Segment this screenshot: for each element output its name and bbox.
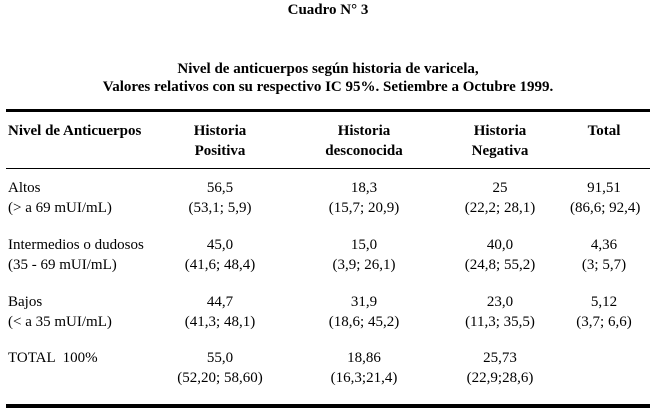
row-label-range: (< a 35 mUI/mL) [8, 314, 112, 330]
header-text: Historia [473, 123, 527, 139]
ci: (41,6; 48,4) [184, 257, 256, 273]
cell-total [570, 235, 638, 275]
value: 91,51 [587, 180, 621, 196]
title-line-2: Valores relativos con su respectivo IC 95%. Setiembre a Octubre 1999. [102, 79, 554, 95]
cell-negativa [450, 292, 550, 332]
cell-total [570, 292, 638, 332]
header-rule [6, 168, 650, 169]
cell-desconocida [304, 292, 424, 332]
value: 15,0 [350, 237, 378, 253]
header-text: Negativa [471, 143, 529, 159]
header-text: desconocida [325, 143, 403, 159]
ci: (11,3; 35,5) [465, 314, 535, 330]
value: 56,5 [206, 180, 234, 196]
header-text: Historia [337, 123, 391, 139]
row-label-main: Intermedios o dudosos [8, 237, 144, 253]
cell-positiva [170, 178, 270, 218]
value: 18,86 [347, 350, 381, 366]
value: 45,0 [206, 237, 234, 253]
header-text: Positiva [194, 143, 246, 159]
header-historia-positiva [170, 121, 270, 161]
table-title [0, 60, 656, 96]
cell-total [570, 178, 641, 218]
row-label-main: Altos [8, 180, 41, 196]
cell-desconocida [304, 178, 424, 218]
ci: (3,7; 6,6) [576, 314, 632, 330]
ci: (22,2; 28,1) [464, 200, 536, 216]
value: 55,0 [206, 350, 234, 366]
ci: (86,6; 92,4) [570, 200, 641, 216]
value: 18,3 [350, 180, 378, 196]
ci: (3,9; 26,1) [332, 257, 396, 273]
cell-negativa [450, 348, 550, 388]
value: 40,0 [486, 237, 514, 253]
header-text: Historia [193, 123, 247, 139]
row-label-main: TOTAL 100% [8, 350, 98, 366]
row-label-range: (> a 69 mUI/mL) [8, 200, 112, 216]
cell-negativa [450, 178, 550, 218]
value: 23,0 [486, 294, 514, 310]
top-rule [6, 109, 650, 112]
ci: (53,1; 5,9) [188, 200, 252, 216]
value: 25,73 [483, 350, 517, 366]
value: 31,9 [350, 294, 378, 310]
value: 25 [492, 180, 508, 196]
value: 5,12 [590, 294, 618, 310]
ci: (22,9;28,6) [466, 370, 534, 386]
row-label [8, 292, 112, 332]
value: 4,36 [590, 237, 618, 253]
ci: (16,3;21,4) [330, 370, 398, 386]
ci: (52,20; 58,60) [177, 370, 263, 386]
table-number: Cuadro N° 3 [287, 2, 369, 18]
ci: (3; 5,7) [581, 257, 627, 273]
value: 44,7 [206, 294, 234, 310]
cell-desconocida [304, 235, 424, 275]
ci: (18,6; 45,2) [328, 314, 400, 330]
ci: (41,3; 48,1) [184, 314, 256, 330]
header-historia-negativa [450, 121, 550, 161]
cell-negativa [450, 235, 550, 275]
header-historia-desconocida [304, 121, 424, 161]
cell-positiva [170, 348, 270, 388]
header-total: Total [587, 123, 621, 139]
row-label [8, 235, 144, 275]
cell-desconocida [304, 348, 424, 388]
cell-positiva [170, 235, 270, 275]
row-label-range: (35 - 69 mUI/mL) [8, 257, 117, 273]
bottom-rule [6, 404, 650, 408]
row-label-main: Bajos [8, 294, 43, 310]
ci: (15,7; 20,9) [328, 200, 400, 216]
header-nivel: Nivel de Anticuerpos [8, 123, 142, 139]
cell-positiva [170, 292, 270, 332]
row-label [8, 348, 98, 368]
row-label [8, 178, 112, 218]
title-line-1: Nivel de anticuerpos según historia de varicela, [177, 61, 479, 77]
ci: (24,8; 55,2) [464, 257, 536, 273]
